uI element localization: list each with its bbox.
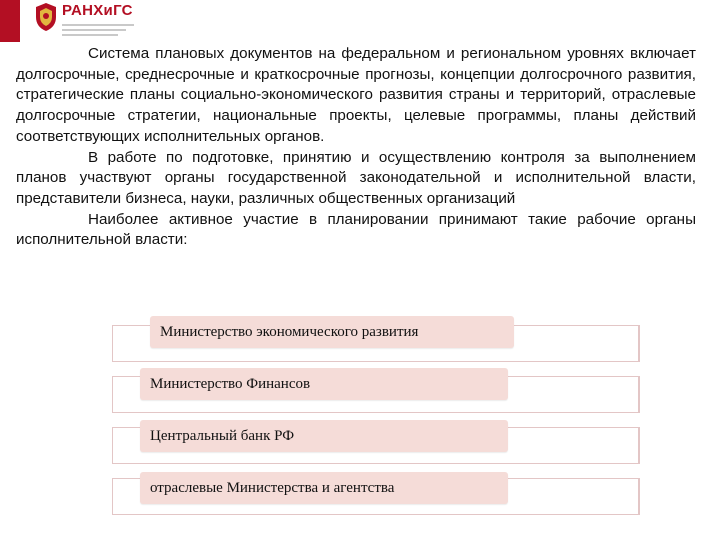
list-item: Министерство экономического развития	[150, 316, 514, 348]
emblem-icon	[34, 2, 58, 32]
list-item: Министерство Финансов	[140, 368, 508, 400]
logo-title: РАНХиГС	[62, 2, 133, 19]
accent-bar	[0, 0, 20, 42]
list-item: Центральный банк РФ	[140, 420, 508, 452]
logo-subtitle-line	[62, 29, 126, 31]
list-item: отраслевые Министерства и агентства	[140, 472, 508, 504]
logo-subtitle-line	[62, 34, 118, 36]
logo-subtitle-line	[62, 24, 134, 26]
body-text	[16, 44, 696, 251]
logo	[34, 2, 134, 40]
paragraph: В работе по подготовке, принятию и осуществлению контроля за выполнением планов участвуют органы государственной законодательной и исполнительной власти, представители бизнеса, науки, различных общественных организаций	[16, 148, 696, 207]
paragraph: Система плановых документов на федеральном и региональном уровнях включает долгосрочные, среднесрочные и краткосрочные прогнозы, концепции долгосрочного развития, стратегические планы социально-экономического развития страны и территорий, отраслевые долгосрочные стратегии, национальные проекты, целевые программы, планы действий соответствующих исполнительных органов.	[16, 45, 696, 145]
paragraph: Наиболее активное участие в планировании принимают такие рабочие органы исполнительной власти:	[16, 210, 696, 249]
